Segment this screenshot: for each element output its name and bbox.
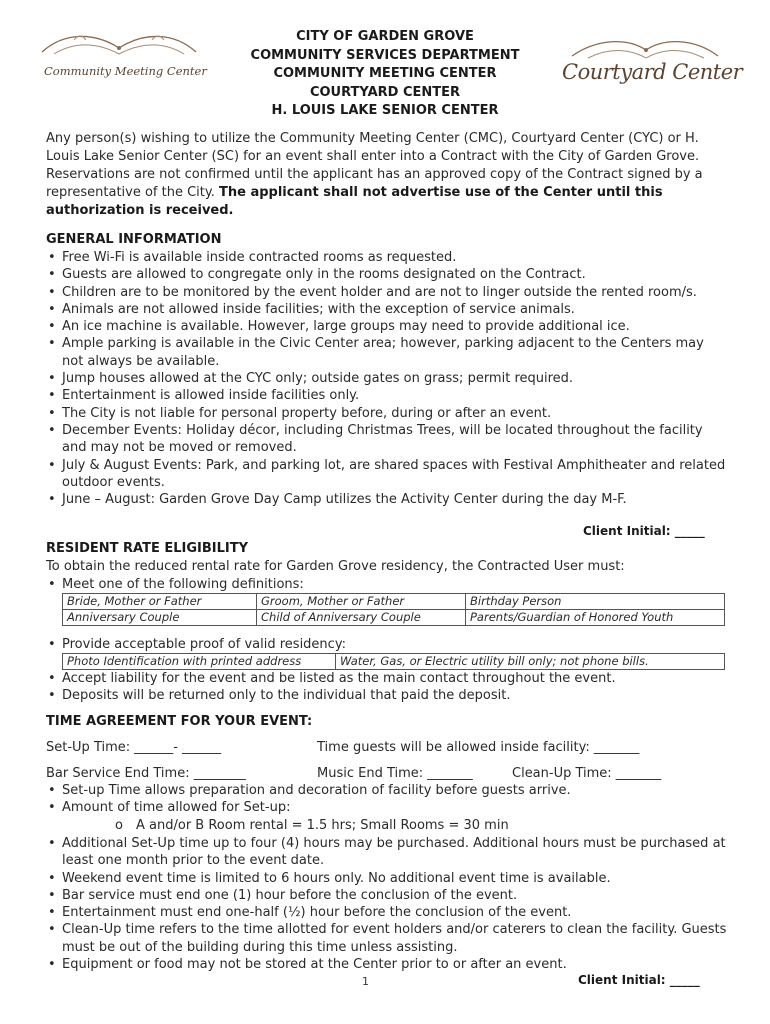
header-line: COMMUNITY SERVICES DEPARTMENT	[250, 47, 520, 63]
list-item: • Weekend event time is limited to 6 hours only. No additional event time is available.	[46, 870, 728, 887]
list-item: • July & August Events: Park, and parking lot, are shared spaces with Festival Amphitheater and related outdoor events.	[46, 457, 728, 492]
logo-right-text: Courtyard Center	[562, 60, 743, 84]
table-cell: Groom, Mother or Father	[257, 594, 466, 610]
list-item: • Guests are allowed to congregate only in the rooms designated on the Contract.	[46, 266, 728, 283]
resident-list-1	[46, 576, 728, 593]
table-cell: Photo Identification with printed address	[63, 654, 336, 670]
clean-up-time-field[interactable]: Clean-Up Time: _______	[512, 766, 662, 781]
list-item: • Accept liability for the event and be listed as the main contact throughout the event.	[46, 670, 728, 687]
sub-item-marker: o	[115, 818, 123, 833]
bar-service-end-field[interactable]: Bar Service End Time: ________	[46, 766, 246, 781]
list-item: • Provide acceptable proof of valid residency:	[46, 636, 728, 653]
page-number: 1	[362, 975, 369, 988]
logo-left-text: Community Meeting Center	[44, 64, 207, 78]
header-line: CITY OF GARDEN GROVE	[296, 29, 474, 44]
intro-text: Any person(s) wishing to utilize the Community Meeting Center (CMC), Courtyard Center (CYC) or H. Louis Lake Senior Center (SC) for an event shall enter into a Contract with the City of Garden Grove. Reservations are not confirmed until the applicant has an approved copy of the Contract signed by a representative of the City.	[46, 131, 703, 200]
community-meeting-center-logo	[34, 30, 207, 90]
intro-paragraph	[46, 130, 728, 220]
list-item: • Children are to be monitored by the event holder and are not to linger outside the rented room/s.	[46, 284, 728, 301]
time-agreement-heading: TIME AGREEMENT FOR YOUR EVENT:	[46, 714, 313, 729]
resident-rate-heading: RESIDENT RATE ELIGIBILITY	[46, 541, 249, 556]
list-item: • Ample parking is available in the Civic Center area; however, parking adjacent to the Centers may not always be available.	[46, 335, 728, 370]
table-cell: Child of Anniversary Couple	[257, 610, 466, 626]
list-item: • June – August: Garden Grove Day Camp utilizes the Activity Center during the day M-F.	[46, 491, 728, 508]
list-item: • Bar service must end one (1) hour before the conclusion of the event.	[46, 887, 728, 904]
list-item: • December Events: Holiday décor, including Christmas Trees, will be located throughout the facility and may not be moved or removed.	[46, 422, 728, 457]
definitions-table	[62, 593, 725, 626]
general-information-heading: GENERAL INFORMATION	[46, 232, 222, 247]
time-list-2	[46, 835, 728, 973]
courtyard-center-logo	[558, 34, 743, 98]
ornament-icon	[34, 30, 204, 64]
client-initial-field[interactable]: Client Initial: _____	[578, 973, 700, 987]
table-cell: Water, Gas, or Electric utility bill only; not phone bills.	[336, 654, 725, 670]
table-cell: Anniversary Couple	[63, 610, 257, 626]
resident-list-2	[46, 636, 728, 653]
guest-time-field[interactable]: Time guests will be allowed inside facility: _______	[317, 740, 640, 755]
list-item: • Additional Set-Up time up to four (4) hours may be purchased. Additional hours must be purchased at least one month prior to the event date.	[46, 835, 728, 870]
list-item: • Deposits will be returned only to the individual that paid the deposit.	[46, 687, 728, 704]
list-item: • Clean-Up time refers to the time allotted for event holders and/or caterers to clean the facility. Guests must be out of the building during this time unless assisting.	[46, 921, 728, 956]
list-item: • Amount of time allowed for Set-up:	[46, 799, 728, 816]
list-item: • Equipment or food may not be stored at the Center prior to or after an event.	[46, 956, 728, 973]
table-row	[63, 594, 725, 610]
table-row	[63, 610, 725, 626]
list-item: • Animals are not allowed inside facilities; with the exception of service animals.	[46, 301, 728, 318]
header-line: COURTYARD CENTER	[309, 84, 461, 100]
list-item: • Meet one of the following definitions:	[46, 576, 728, 593]
list-item: • An ice machine is available. However, large groups may need to provide additional ice.	[46, 318, 728, 335]
general-information-list	[46, 249, 728, 508]
music-end-field[interactable]: Music End Time: _______	[317, 766, 473, 781]
list-item: • The City is not liable for personal property before, during or after an event.	[46, 405, 728, 422]
resident-intro: To obtain the reduced rental rate for Garden Grove residency, the Contracted User must:	[46, 559, 625, 574]
table-cell: Birthday Person	[466, 594, 725, 610]
header-line: H. LOUIS LAKE SENIOR CENTER	[271, 103, 499, 118]
proof-table	[62, 653, 725, 670]
resident-list-3	[46, 670, 728, 705]
time-list-1	[46, 782, 728, 817]
list-item: • Free Wi-Fi is available inside contracted rooms as requested.	[46, 249, 728, 266]
setup-time-field[interactable]: Set-Up Time: ______- ______	[46, 740, 222, 755]
list-item: • Jump houses allowed at the CYC only; outside gates on grass; permit required.	[46, 370, 728, 387]
client-initial-field[interactable]: Client Initial: _____	[583, 524, 705, 538]
header-line: COMMUNITY MEETING CENTER	[273, 66, 497, 81]
intro-bold-text: The applicant shall not advertise use of the Center until this authorization is received.	[46, 185, 663, 218]
sub-item: A and/or B Room rental = 1.5 hrs; Small Rooms = 30 min	[136, 818, 509, 833]
list-item: • Entertainment is allowed inside facilities only.	[46, 387, 728, 404]
table-cell: Parents/Guardian of Honored Youth	[466, 610, 725, 626]
document-header	[220, 28, 550, 121]
table-row	[63, 654, 725, 670]
list-item: • Set-up Time allows preparation and decoration of facility before guests arrive.	[46, 782, 728, 799]
list-item: • Entertainment must end one-half (½) hour before the conclusion of the event.	[46, 904, 728, 921]
table-cell: Bride, Mother or Father	[63, 594, 257, 610]
